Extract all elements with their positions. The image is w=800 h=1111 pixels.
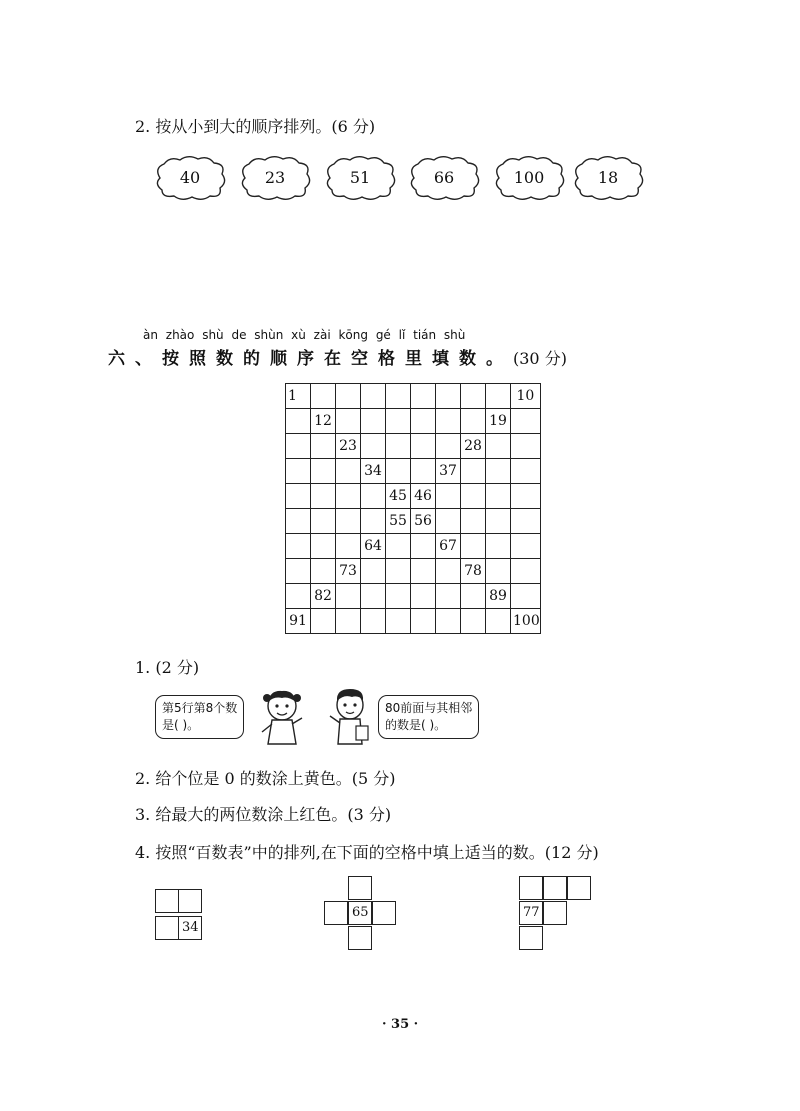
boy-cartoon-icon	[326, 686, 376, 748]
blank-cell[interactable]	[543, 876, 567, 900]
blank-cell[interactable]	[567, 876, 591, 900]
blank-cell[interactable]	[519, 876, 543, 900]
cloud-number: 66	[406, 154, 482, 202]
section-6-heading	[108, 344, 567, 369]
grid-given-cell: 56	[411, 509, 436, 534]
grid-given-cell: 19	[486, 409, 511, 434]
grid-blank-cell[interactable]	[486, 459, 511, 484]
grid-blank-cell[interactable]	[361, 434, 386, 459]
grid-blank-cell[interactable]	[511, 409, 541, 434]
grid-blank-cell[interactable]	[436, 409, 461, 434]
grid-blank-cell[interactable]	[311, 609, 336, 634]
grid-blank-cell[interactable]	[386, 584, 411, 609]
grid-blank-cell[interactable]	[311, 384, 336, 409]
grid-given-cell: 78	[461, 559, 486, 584]
grid-blank-cell[interactable]	[411, 384, 436, 409]
grid-given-cell: 55	[386, 509, 411, 534]
grid-blank-cell[interactable]	[486, 509, 511, 534]
grid-blank-cell[interactable]	[461, 459, 486, 484]
grid-blank-cell[interactable]	[411, 609, 436, 634]
grid-blank-cell[interactable]	[436, 384, 461, 409]
grid-blank-cell[interactable]	[461, 609, 486, 634]
grid-blank-cell[interactable]	[436, 559, 461, 584]
grid-row	[286, 584, 541, 609]
grid-blank-cell[interactable]	[511, 534, 541, 559]
speech-bubble-left: 第5行第8个数 是( )。	[155, 695, 244, 739]
grid-blank-cell[interactable]	[411, 409, 436, 434]
grid-given-cell: 100	[511, 609, 541, 634]
speech-bubble-right: 80前面与其相邻 的数是( )。	[378, 695, 479, 739]
blank-cell[interactable]	[372, 901, 396, 925]
grid-blank-cell[interactable]	[486, 484, 511, 509]
grid-blank-cell[interactable]	[461, 509, 486, 534]
grid-blank-cell[interactable]	[336, 584, 361, 609]
sub-question-3-text: 3. 给最大的两位数涂上红色。(3 分)	[135, 805, 392, 824]
grid-blank-cell[interactable]	[286, 534, 311, 559]
grid-row	[286, 609, 541, 634]
grid-blank-cell[interactable]	[361, 559, 386, 584]
sub-question-2-text: 2. 给个位是 0 的数涂上黄色。(5 分)	[135, 769, 396, 788]
grid-blank-cell[interactable]	[486, 384, 511, 409]
given-cell: 34	[178, 916, 202, 940]
grid-blank-cell[interactable]	[486, 534, 511, 559]
grid-blank-cell[interactable]	[336, 609, 361, 634]
blank-cell[interactable]	[155, 889, 179, 913]
blank-cell[interactable]	[348, 876, 372, 900]
grid-given-cell: 10	[511, 384, 541, 409]
grid-blank-cell[interactable]	[311, 484, 336, 509]
grid-given-cell: 1	[286, 384, 311, 409]
blank-cell[interactable]	[348, 926, 372, 950]
sub-question-4-text: 4. 按照“百数表”中的排列,在下面的空格中填上适当的数。(12 分)	[135, 843, 599, 862]
grid-row	[286, 509, 541, 534]
given-cell: 77	[519, 901, 543, 925]
grid-blank-cell[interactable]	[436, 609, 461, 634]
grid-blank-cell[interactable]	[386, 534, 411, 559]
grid-blank-cell[interactable]	[461, 534, 486, 559]
grid-blank-cell[interactable]	[286, 459, 311, 484]
grid-row	[286, 434, 541, 459]
grid-blank-cell[interactable]	[336, 384, 361, 409]
blank-cell[interactable]	[324, 901, 348, 925]
grid-blank-cell[interactable]	[286, 584, 311, 609]
grid-blank-cell[interactable]	[336, 459, 361, 484]
grid-blank-cell[interactable]	[486, 434, 511, 459]
section-6-title: 六、按照数的顺序在空格里填数。	[108, 349, 513, 369]
cloud-number: 51	[322, 154, 398, 202]
grid-blank-cell[interactable]	[361, 584, 386, 609]
grid-blank-cell[interactable]	[311, 459, 336, 484]
grid-blank-cell[interactable]	[511, 459, 541, 484]
cloud-number: 100	[491, 154, 567, 202]
section-6-pinyin: àn zhào shù de shùn xù zài kōng gé lǐ tián shù	[143, 328, 466, 342]
grid-blank-cell[interactable]	[411, 534, 436, 559]
grid-blank-cell[interactable]	[486, 559, 511, 584]
grid-row	[286, 384, 541, 409]
grid-row	[286, 534, 541, 559]
grid-blank-cell[interactable]	[511, 509, 541, 534]
grid-given-cell: 91	[286, 609, 311, 634]
grid-blank-cell[interactable]	[286, 509, 311, 534]
grid-blank-cell[interactable]	[336, 484, 361, 509]
grid-row	[286, 409, 541, 434]
grid-blank-cell[interactable]	[336, 509, 361, 534]
grid-blank-cell[interactable]	[386, 434, 411, 459]
grid-blank-cell[interactable]	[511, 584, 541, 609]
grid-given-cell: 82	[311, 584, 336, 609]
grid-blank-cell[interactable]	[461, 484, 486, 509]
grid-blank-cell[interactable]	[286, 409, 311, 434]
grid-blank-cell[interactable]	[461, 409, 486, 434]
grid-blank-cell[interactable]	[436, 484, 461, 509]
grid-row	[286, 484, 541, 509]
question-2-text: 2. 按从小到大的顺序排列。(6 分)	[135, 117, 376, 136]
grid-blank-cell[interactable]	[386, 384, 411, 409]
grid-given-cell: 73	[336, 559, 361, 584]
hundred-grid	[285, 383, 541, 634]
grid-row	[286, 559, 541, 584]
grid-blank-cell[interactable]	[511, 484, 541, 509]
page-number: · 35 ·	[382, 1017, 419, 1032]
section-6-score: (30 分)	[513, 349, 567, 368]
grid-blank-cell[interactable]	[361, 409, 386, 434]
grid-blank-cell[interactable]	[461, 384, 486, 409]
grid-blank-cell[interactable]	[336, 409, 361, 434]
grid-blank-cell[interactable]	[311, 559, 336, 584]
grid-blank-cell[interactable]	[361, 609, 386, 634]
grid-blank-cell[interactable]	[511, 434, 541, 459]
grid-blank-cell[interactable]	[411, 434, 436, 459]
cloud-number: 40	[152, 154, 228, 202]
grid-given-cell: 34	[361, 459, 386, 484]
grid-blank-cell[interactable]	[336, 534, 361, 559]
grid-blank-cell[interactable]	[361, 484, 386, 509]
grid-given-cell: 12	[311, 409, 336, 434]
grid-blank-cell[interactable]	[436, 584, 461, 609]
grid-blank-cell[interactable]	[411, 559, 436, 584]
grid-blank-cell[interactable]	[436, 509, 461, 534]
grid-given-cell: 46	[411, 484, 436, 509]
blank-cell[interactable]	[519, 926, 543, 950]
grid-blank-cell[interactable]	[486, 609, 511, 634]
grid-row	[286, 459, 541, 484]
grid-blank-cell[interactable]	[311, 534, 336, 559]
grid-blank-cell[interactable]	[411, 584, 436, 609]
grid-blank-cell[interactable]	[361, 384, 386, 409]
sub-question-1-label: 1. (2 分)	[135, 658, 200, 677]
grid-blank-cell[interactable]	[386, 409, 411, 434]
blank-cell[interactable]	[178, 889, 202, 913]
grid-given-cell: 37	[436, 459, 461, 484]
grid-blank-cell[interactable]	[386, 459, 411, 484]
cloud-number: 18	[570, 154, 646, 202]
grid-blank-cell[interactable]	[286, 559, 311, 584]
cloud-number: 23	[237, 154, 313, 202]
grid-blank-cell[interactable]	[511, 559, 541, 584]
grid-blank-cell[interactable]	[411, 459, 436, 484]
grid-given-cell: 23	[336, 434, 361, 459]
grid-given-cell: 89	[486, 584, 511, 609]
grid-blank-cell[interactable]	[461, 584, 486, 609]
given-cell: 65	[348, 901, 372, 925]
girl-cartoon-icon	[258, 688, 308, 750]
grid-blank-cell[interactable]	[361, 509, 386, 534]
grid-blank-cell[interactable]	[386, 559, 411, 584]
grid-blank-cell[interactable]	[286, 484, 311, 509]
grid-blank-cell[interactable]	[286, 434, 311, 459]
grid-blank-cell[interactable]	[311, 434, 336, 459]
grid-given-cell: 45	[386, 484, 411, 509]
grid-blank-cell[interactable]	[436, 434, 461, 459]
grid-blank-cell[interactable]	[386, 609, 411, 634]
blank-cell[interactable]	[155, 916, 179, 940]
grid-blank-cell[interactable]	[311, 509, 336, 534]
blank-cell[interactable]	[543, 901, 567, 925]
grid-given-cell: 64	[361, 534, 386, 559]
grid-given-cell: 28	[461, 434, 486, 459]
grid-given-cell: 67	[436, 534, 461, 559]
